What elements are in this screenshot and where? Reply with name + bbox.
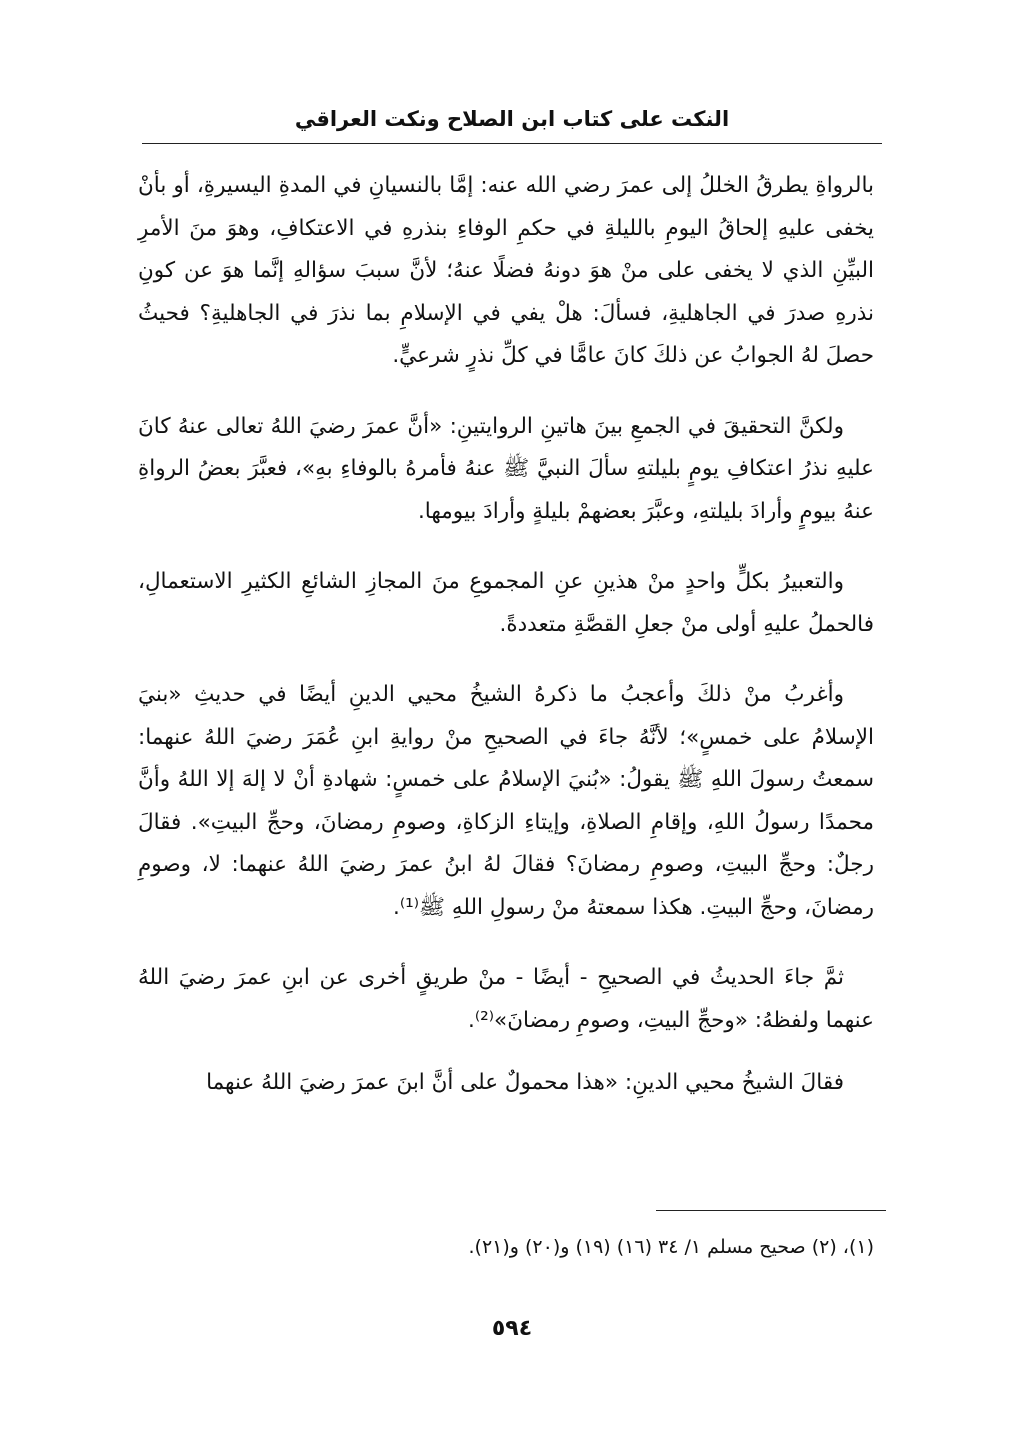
- footnote: (١)، (٢) صحيح مسلم ١/ ٣٤ (١٦) (١٩) و(٢٠) و(٢١).: [468, 1236, 874, 1258]
- paragraph-4: وأغربُ منْ ذلكَ وأعجبُ ما ذكرهُ الشيخُ محيي الدينِ أيضًا في حديثِ «بنيَ الإسلامُ على خمسٍ»؛ لأنَّهُ جاءَ في الصحيحِ منْ روايةِ ابنِ عُمَرَ رضيَ اللهُ عنهما: سمعتُ رسولَ اللهِ ﷺ يقولُ: «بُنيَ الإسلامُ على خمسٍ: شهادةِ أنْ لا إلهَ إلا اللهُ وأنَّ محمدًا رسولُ اللهِ، وإقامِ الصلاةِ، وإيتاءِ الزكاةِ، وصومِ رمضانَ، وحجِّ البيتِ». فقالَ رجلٌ: وحجِّ البيتِ، وصومِ رمضانَ؟ فقالَ لهُ ابنُ عمرَ رضيَ اللهُ عنهما: لا، وصومِ رمضانَ، وحجِّ البيتِ. هكذا سمعتهُ منْ رسولِ اللهِ ﷺ⁽¹⁾.: [138, 682, 874, 920]
- footnote-divider: [656, 1210, 886, 1211]
- page-number: ٥٩٤: [491, 1316, 533, 1341]
- running-header: النكت على كتاب ابن الصلاح ونكت العراقي: [294, 107, 730, 131]
- paragraph-5: ثمَّ جاءَ الحديثُ في الصحيحِ - أيضًا - منْ طريقٍ أخرى عن ابنِ عمرَ رضيَ اللهُ عنهما ولفظهُ: «وحجِّ البيتِ، وصومِ رمضانَ»⁽²⁾.: [138, 965, 874, 1033]
- paragraph-6: فقالَ الشيخُ محيي الدينِ: «هذا محمولٌ على أنَّ ابنَ عمرَ رضيَ اللهُ عنهما: [206, 1070, 844, 1095]
- header-divider: [142, 143, 882, 144]
- paragraph-3: والتعبيرُ بكلٍّ واحدٍ منْ هذينِ عنِ المجموعِ منَ المجازِ الشائعِ الكثيرِ الاستعمالِ، فالحملُ عليهِ أولى منْ جعلِ القصَّةِ متعددةً.: [138, 569, 874, 637]
- page-body: [138, 165, 874, 1133]
- paragraph-2: ولكنَّ التحقيقَ في الجمعِ بينَ هاتينِ الروايتينِ: «أنَّ عمرَ رضيَ اللهُ تعالى عنهُ كانَ عليهِ نذرُ اعتكافِ يومٍ بليلتهِ سألَ النبيَّ ﷺ عنهُ فأمرهُ بالوفاءِ بهِ»، فعبَّرَ بعضُ الرواةِ عنهُ بيومٍ وأرادَ بليلتهِ، وعبَّرَ بعضهمْ بليلةٍ وأرادَ بيومها.: [138, 413, 874, 524]
- paragraph-1: بالرواةِ يطرقُ الخللُ إلى عمرَ رضي الله عنه: إمَّا بالنسيانِ في المدةِ اليسيرةِ، أو بأنْ يخفى عليهِ إلحاقُ اليومِ بالليلةِ في حكمِ الوفاءِ بنذرهِ في الاعتكافِ، وهوَ منَ الأمرِ البيِّنِ الذي لا يخفى على منْ هوَ دونهُ فضلًا عنهُ؛ لأنَّ سببَ سؤالهِ إنَّما هوَ عن كونِ نذرهِ صدرَ في الجاهليةِ، فسألَ: هلْ يفي في الإسلامِ بما نذرَ في الجاهليةِ؟ فحيثُ حصلَ لهُ الجوابُ عن ذلكَ كانَ عامًّا في كلِّ نذرٍ شرعيٍّ.: [138, 173, 874, 368]
